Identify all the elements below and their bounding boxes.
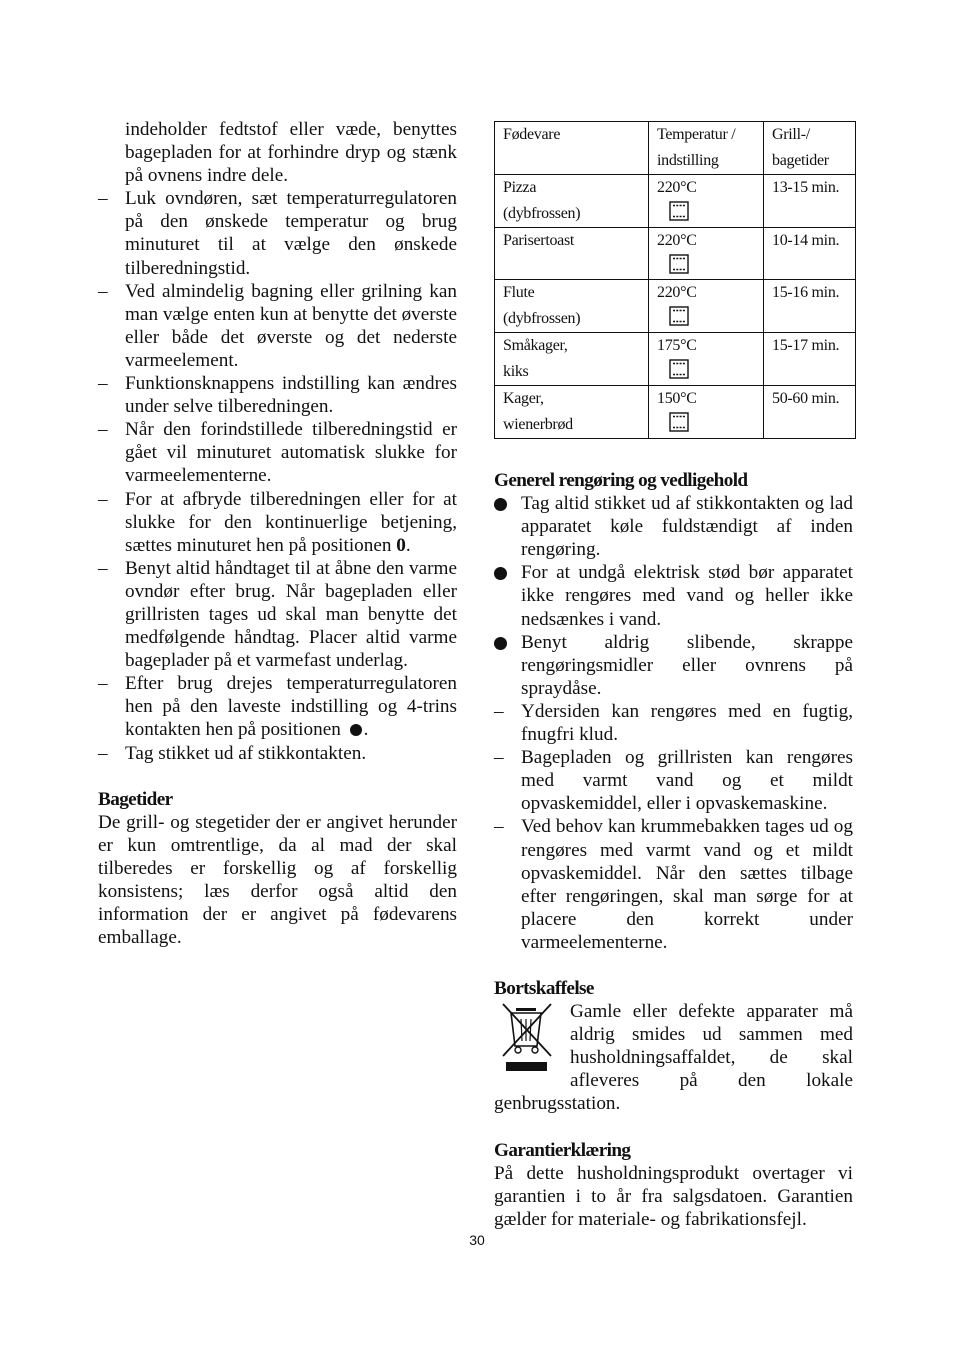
spacer xyxy=(494,1116,853,1139)
oven-both-elements-icon xyxy=(669,201,689,221)
dash-mark: – xyxy=(494,700,504,722)
table-row xyxy=(495,333,856,386)
disposal-heading: Bortskaffelse xyxy=(494,977,594,999)
list-item: For at undgå elektrisk stød bør apparatet ikke rengøres med vand og heller ikke nedsænkes i vand. xyxy=(494,561,853,630)
list-item: – For at afbryde tilberedningen eller for at slukke for den kontinuerlige betjening, sættes minuturet hen på positionen 0. xyxy=(98,488,457,556)
list-item: Benyt aldrig slibende, skrappe rengøringsmidler eller ovnrens på spraydåse. xyxy=(494,631,853,700)
filled-circle-icon xyxy=(350,724,362,736)
temp-cell: 150°C xyxy=(649,386,764,439)
header-temperature: Temperatur / indstilling xyxy=(649,122,764,175)
dash-mark: – xyxy=(494,816,504,838)
list-item: – Ved behov kan krummebakken tages ud og rengøres med varmt vand og et mildt opvaskemiddel. Når den sættes tilbage efter rengøringen, skal man sørge for at placere den korrekt under varmeelementerne. xyxy=(494,816,853,953)
bagetider-heading: Bagetider xyxy=(98,788,173,810)
time-cell: 10-14 min. xyxy=(764,228,856,280)
list-item: – Ved almindelig bagning eller grilning kan man vælge enten kun at benytte det øverste eller både det øverste og det nederste varmeelement. xyxy=(98,280,457,371)
spacer xyxy=(98,765,457,788)
food-cell: Flute (dybfrossen) xyxy=(495,280,649,333)
table-header-row xyxy=(495,122,856,175)
header-food: Fødevare xyxy=(495,122,649,175)
table-row xyxy=(495,386,856,439)
table-row xyxy=(495,175,856,228)
dash-mark: – xyxy=(98,280,108,302)
cooking-times-table xyxy=(494,121,856,439)
bullet-icon xyxy=(494,637,507,650)
dash-mark: – xyxy=(98,488,108,510)
temp-cell: 220°C xyxy=(649,280,764,333)
bullet-icon xyxy=(494,567,507,580)
dash-mark: – xyxy=(98,557,108,579)
list-item: – Funktionsknappens indstilling kan ændres under selve tilberedningen. xyxy=(98,373,457,418)
time-cell: 15-17 min. xyxy=(764,333,856,386)
food-cell: Kager, wienerbrød xyxy=(495,386,649,439)
warranty-heading: Garantierklæring xyxy=(494,1139,631,1161)
oven-both-elements-icon xyxy=(669,306,689,326)
disposal-block xyxy=(494,1000,853,1115)
list-item: Tag altid stikket ud af stikkontakten og lad apparatet køle fuldstændigt af inden rengøring. xyxy=(494,492,853,561)
list-item: – Ydersiden kan rengøres med en fugtig, fnugfri klud. xyxy=(494,700,853,746)
dash-mark: – xyxy=(98,188,108,210)
temp-cell: 220°C xyxy=(649,228,764,280)
spacer xyxy=(494,439,853,469)
bullet-icon xyxy=(494,498,507,511)
food-cell: Pizza (dybfrossen) xyxy=(495,175,649,228)
warranty-text: På dette husholdningsprodukt overtager vi garantien i to år fra salgsdatoen. Garantien gælder for materiale- og fabrikationsfejl. xyxy=(494,1162,853,1230)
time-cell: 50-60 min. xyxy=(764,386,856,439)
instructions-list xyxy=(98,187,457,764)
oven-both-elements-icon xyxy=(669,412,689,432)
list-item: – Benyt altid håndtaget til at åbne den varme ovndør efter brug. Når bagepladen eller grillristen tages ud skal man benytte det medfølgende håndtag. Placer altid varme bageplader på et varmefast underlag. xyxy=(98,557,457,672)
time-cell: 15-16 min. xyxy=(764,280,856,333)
table-row xyxy=(495,280,856,333)
dash-mark: – xyxy=(98,742,108,764)
temp-cell: 175°C xyxy=(649,333,764,386)
list-item: – Tag stikket ud af stikkontakten. xyxy=(98,742,367,764)
list-item: – Efter brug drejes temperaturregulatoren hen på den laveste indstilling og 4-trins kontakten hen på positionen . xyxy=(98,673,457,741)
time-cell: 13-15 min. xyxy=(764,175,856,228)
right-column xyxy=(494,121,853,1231)
table-row xyxy=(495,228,856,280)
food-cell: Småkager, kiks xyxy=(495,333,649,386)
oven-both-elements-icon xyxy=(669,254,689,274)
list-item: – Luk ovndøren, sæt temperaturregulatoren på den ønskede temperatur og brug minuturet til at vælge den ønskede tilberedningstid. xyxy=(98,188,457,279)
oven-both-elements-icon xyxy=(669,359,689,379)
cleaning-heading: Generel rengøring og vedligehold xyxy=(494,470,748,491)
page-number: 30 xyxy=(469,1232,485,1248)
left-column xyxy=(98,118,457,949)
food-cell: Parisertoast xyxy=(495,228,649,280)
list-item: – Når den forindstillede tilberedningstid er gået vil minuturet automatisk slukke for varmeelementerne. xyxy=(98,419,457,487)
crossed-out-wheelie-bin-icon xyxy=(494,1000,564,1080)
dash-mark: – xyxy=(98,673,108,695)
disposal-text: Gamle eller defekte apparater må aldrig smides ud sammen med husholdningsaffaldet, de skal afleveres på den lokale genbrugsstation. xyxy=(494,1001,853,1115)
header-time: Grill-/ bagetider xyxy=(764,122,856,175)
dash-mark: – xyxy=(98,373,108,395)
intro-text: indeholder fedtstof eller væde, benyttes bagepladen for at forhindre dryp og stænk på ovnens indre dele. xyxy=(125,119,457,187)
dash-mark: – xyxy=(98,419,108,441)
list-item: – Bagepladen og grillristen kan rengøres med varmt vand og et mildt opvaskemiddel, eller i opvaskemaskine. xyxy=(494,747,853,815)
position-zero: 0 xyxy=(396,534,406,556)
bagetider-text: De grill- og stegetider der er angivet herunder er kun omtrentlige, da al mad der skal tilberedes er forskellig og af forskellig konsistens; læs derfor også altid den information der er angivet på fødevarens emballage. xyxy=(98,811,457,949)
cleaning-list xyxy=(494,492,853,954)
dash-mark: – xyxy=(494,747,504,769)
spacer xyxy=(494,954,853,977)
temp-cell: 220°C xyxy=(649,175,764,228)
